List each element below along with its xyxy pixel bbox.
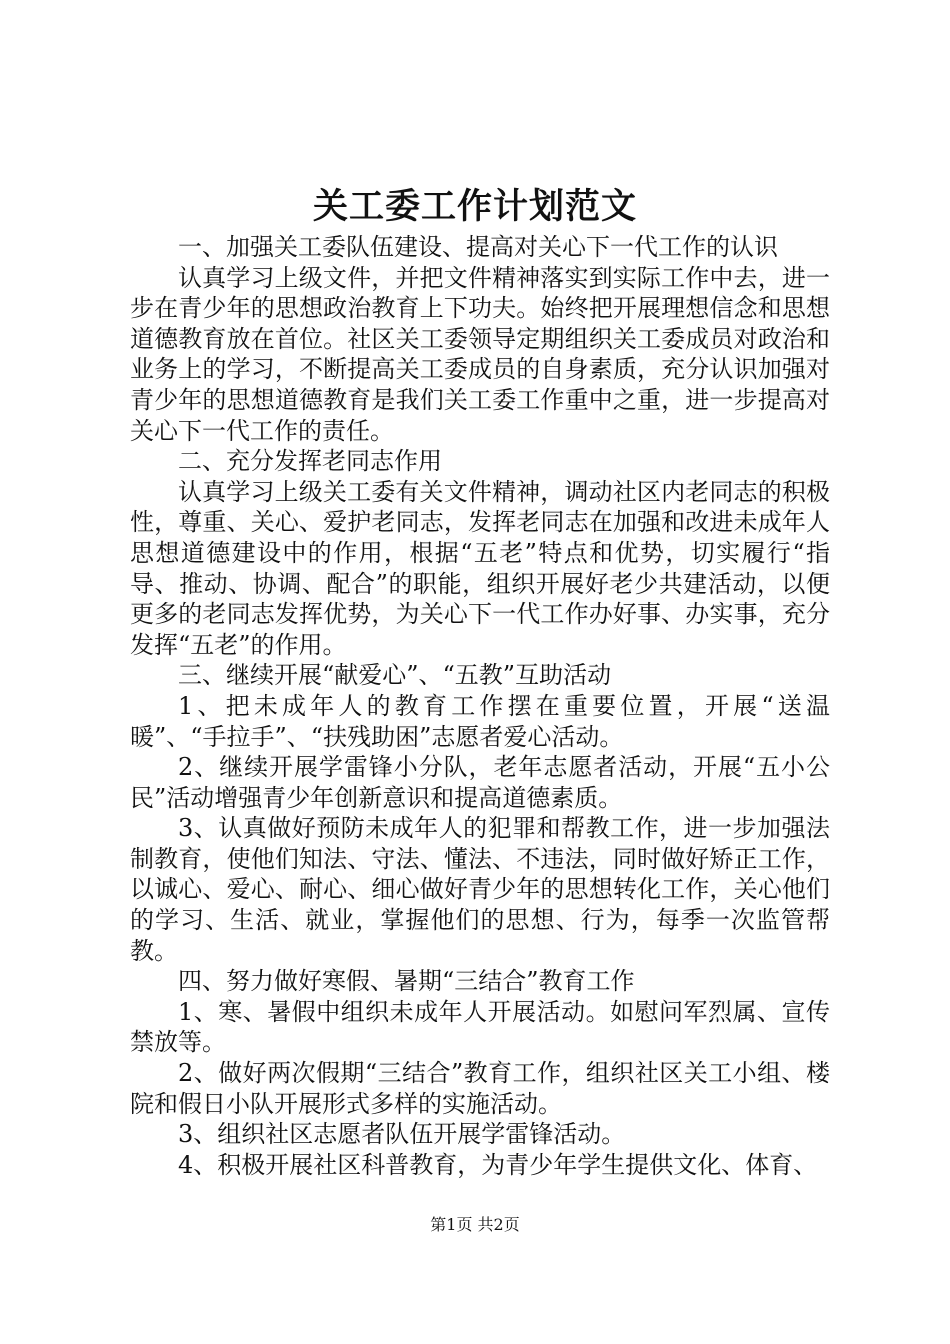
list-item: 1、把未成年人的教育工作摆在重要位置，开展“送温暖”、“手拉手”、“扶残助困”志愿者爱心活动。: [130, 691, 830, 751]
list-item: 4、积极开展社区科普教育，为青少年学生提供文化、体育、: [178, 1150, 818, 1179]
list-item: 3、认真做好预防未成年人的犯罪和帮教工作，进一步加强法制教育，使他们知法、守法、懂法、不违法，同时做好矫正工作，以诚心、爱心、耐心、细心做好青少年的思想转化工作，关心他们的学习、生活、就业，掌握他们的思想、行为，每季一次监管帮教。: [130, 814, 830, 965]
paragraph: 认真学习上级关工委有关文件精神，调动社区内老同志的积极性，尊重、关心、爱护老同志，发挥老同志在加强和改进未成年人思想道德建设中的作用，根据“五老”特点和优势，切实履行“指导、推动、协调、配合”的职能，组织开展好老少共建活动，以便更多的老同志发挥优势，为关心下一代工作办好事、办实事，充分发挥“五老”的作用。: [130, 477, 830, 659]
section-heading-3: 三、继续开展“献爱心”、“五教”互助活动: [178, 661, 612, 690]
list-item: 3、组织社区志愿者队伍开展学雷锋活动。: [178, 1120, 626, 1149]
section-heading-4: 四、努力做好寒假、暑期“三结合”教育工作: [178, 967, 635, 996]
section-heading-1: 一、加强关工委队伍建设、提高对关心下一代工作的认识: [178, 233, 778, 261]
list-item: 2、做好两次假期“三结合”教育工作，组织社区关工小组、楼院和假日小队开展形式多样的实施活动。: [130, 1059, 830, 1118]
page-footer: 第1页 共2页: [430, 1215, 520, 1234]
paragraph: 认真学习上级文件，并把文件精神落实到实际工作中去，进一步在青少年的思想政治教育上下功夫。始终把开展理想信念和思想道德教育放在首位。社区关工委领导定期组织关工委成员对政治和业务上的学习，不断提高关工委成员的自身素质，充分认识加强对青少年的思想道德教育是我们关工委工作重中之重，进一步提高对关心下一代工作的责任。: [130, 263, 830, 445]
document-title: 关工委工作计划范文: [312, 186, 637, 227]
section-heading-2: 二、充分发挥老同志作用: [178, 447, 442, 476]
list-item: 2、继续开展学雷锋小分队，老年志愿者活动，开展“五小公民”活动增强青少年创新意识和提高道德素质。: [130, 753, 830, 812]
list-item: 1、寒、暑假中组织未成年人开展活动。如慰问军烈属、宣传禁放等。: [130, 997, 830, 1057]
document-body: [130, 232, 830, 1180]
